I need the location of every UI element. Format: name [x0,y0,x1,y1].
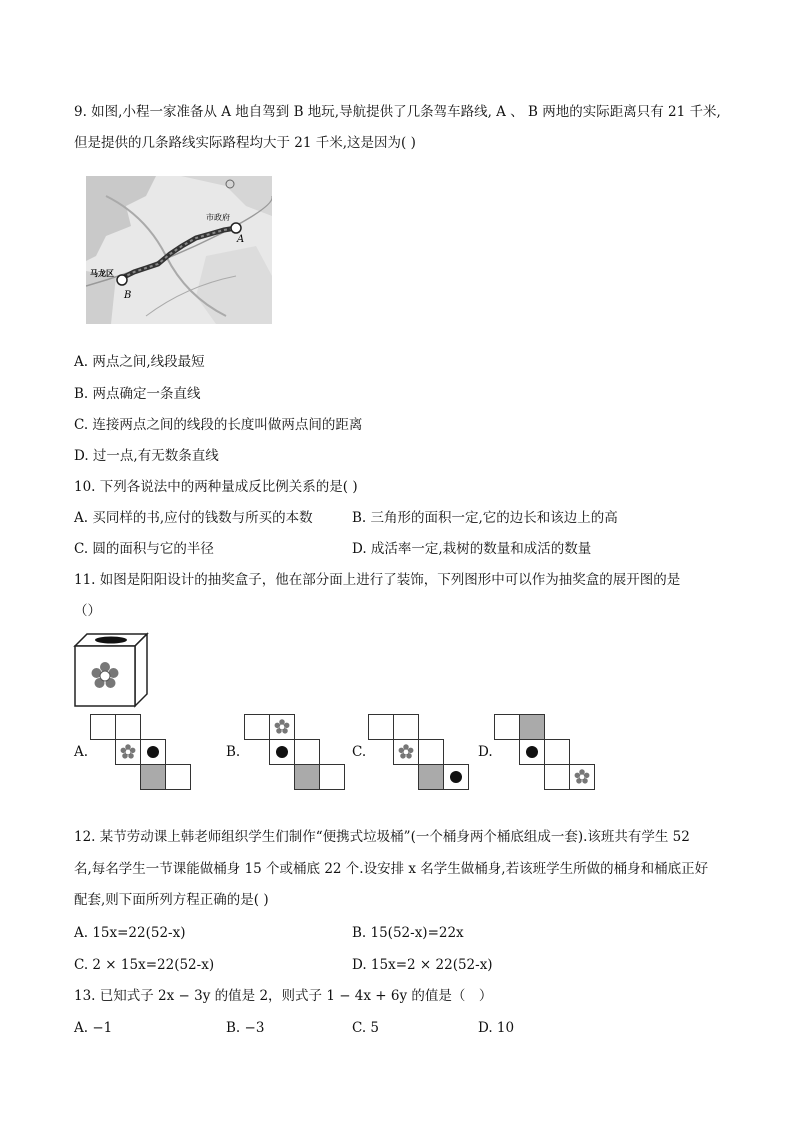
q11-stem-line1: 11. 如图是阳阳设计的抽奖盒子，他在部分面上进行了装饰，下列图形中可以作为抽奖盒的展开图的是 [74,572,681,588]
q13-option-b: B. −3 [226,1020,265,1036]
q9-option-c: C. 连接两点之间的线段的长度叫做两点间的距离 [74,417,363,433]
q12-stem-line2: 名,每名学生一节课能做桶身 15 个或桶底 22 个.设安排 x 名学生做桶身,若该班学生所做的桶身和桶底正好 [74,861,709,877]
q11-option-b-label: B. [226,744,241,760]
q10-option-a: A. 买同样的书,应付的钱数与所买的本数 [74,510,313,526]
q11-option-d-label: D. [478,744,493,760]
map-label-a: A [237,234,245,245]
q10-option-d: D. 成活率一定,栽树的数量和成活的数量 [352,541,592,557]
q9-option-d: D. 过一点,有无数条直线 [74,448,219,464]
q9-option-b: B. 两点确定一条直线 [74,386,201,402]
q12-stem-line1: 12. 某节劳动课上韩老师组织学生们制作“便携式垃圾桶”(一个桶身两个桶底组成一套).该班共有学生 52 [74,829,690,845]
q11-net-d [494,714,596,790]
q13-stem: 13. 已知式子 2x − 3y 的值是 2，则式子 1 − 4x + 6y 的值是（ ） [74,988,493,1004]
q9-option-a: A. 两点之间,线段最短 [74,354,205,370]
map-label-b: B [124,290,132,301]
q9-stem-line2: 但是提供的几条路线实际路程均大于 21 千米,这是因为( ) [74,135,416,151]
q13-option-d: D. 10 [478,1020,515,1036]
q12-option-c: C. 2 × 15x=22(52-x) [74,957,215,973]
q11-net-a [90,714,192,790]
q12-option-d: D. 15x=2 × 22(52-x) [352,957,493,973]
q10-stem: 10. 下列各说法中的两种量成反比例关系的是( ) [74,479,358,495]
map-label-city: 市政府 [206,213,230,222]
map-label-district: 马龙区 [90,269,114,278]
q11-net-c [368,714,470,790]
q10-option-b: B. 三角形的面积一定,它的边长和该边上的高 [352,510,618,526]
q12-option-b: B. 15(52-x)=22x [352,925,464,941]
q13-option-a: A. −1 [74,1020,113,1036]
q11-option-a-label: A. [74,744,89,760]
q12-stem-line3: 配套,则下面所列方程正确的是( ) [74,892,269,908]
q9-stem-line1: 9. 如图,小程一家准备从 A 地自驾到 B 地玩,导航提供了几条驾车路线, A 、 B 两地的实际距离只有 21 千米, [74,104,721,120]
route-map-image [86,176,272,324]
lottery-box-figure [73,632,149,708]
q12-option-a: A. 15x=22(52-x) [74,925,186,941]
q10-option-c: C. 圆的面积与它的半径 [74,541,214,557]
q13-option-c: C. 5 [352,1020,380,1036]
q11-stem-line2: （） [74,603,101,619]
q11-option-c-label: C. [352,744,367,760]
q11-net-b [244,714,346,790]
